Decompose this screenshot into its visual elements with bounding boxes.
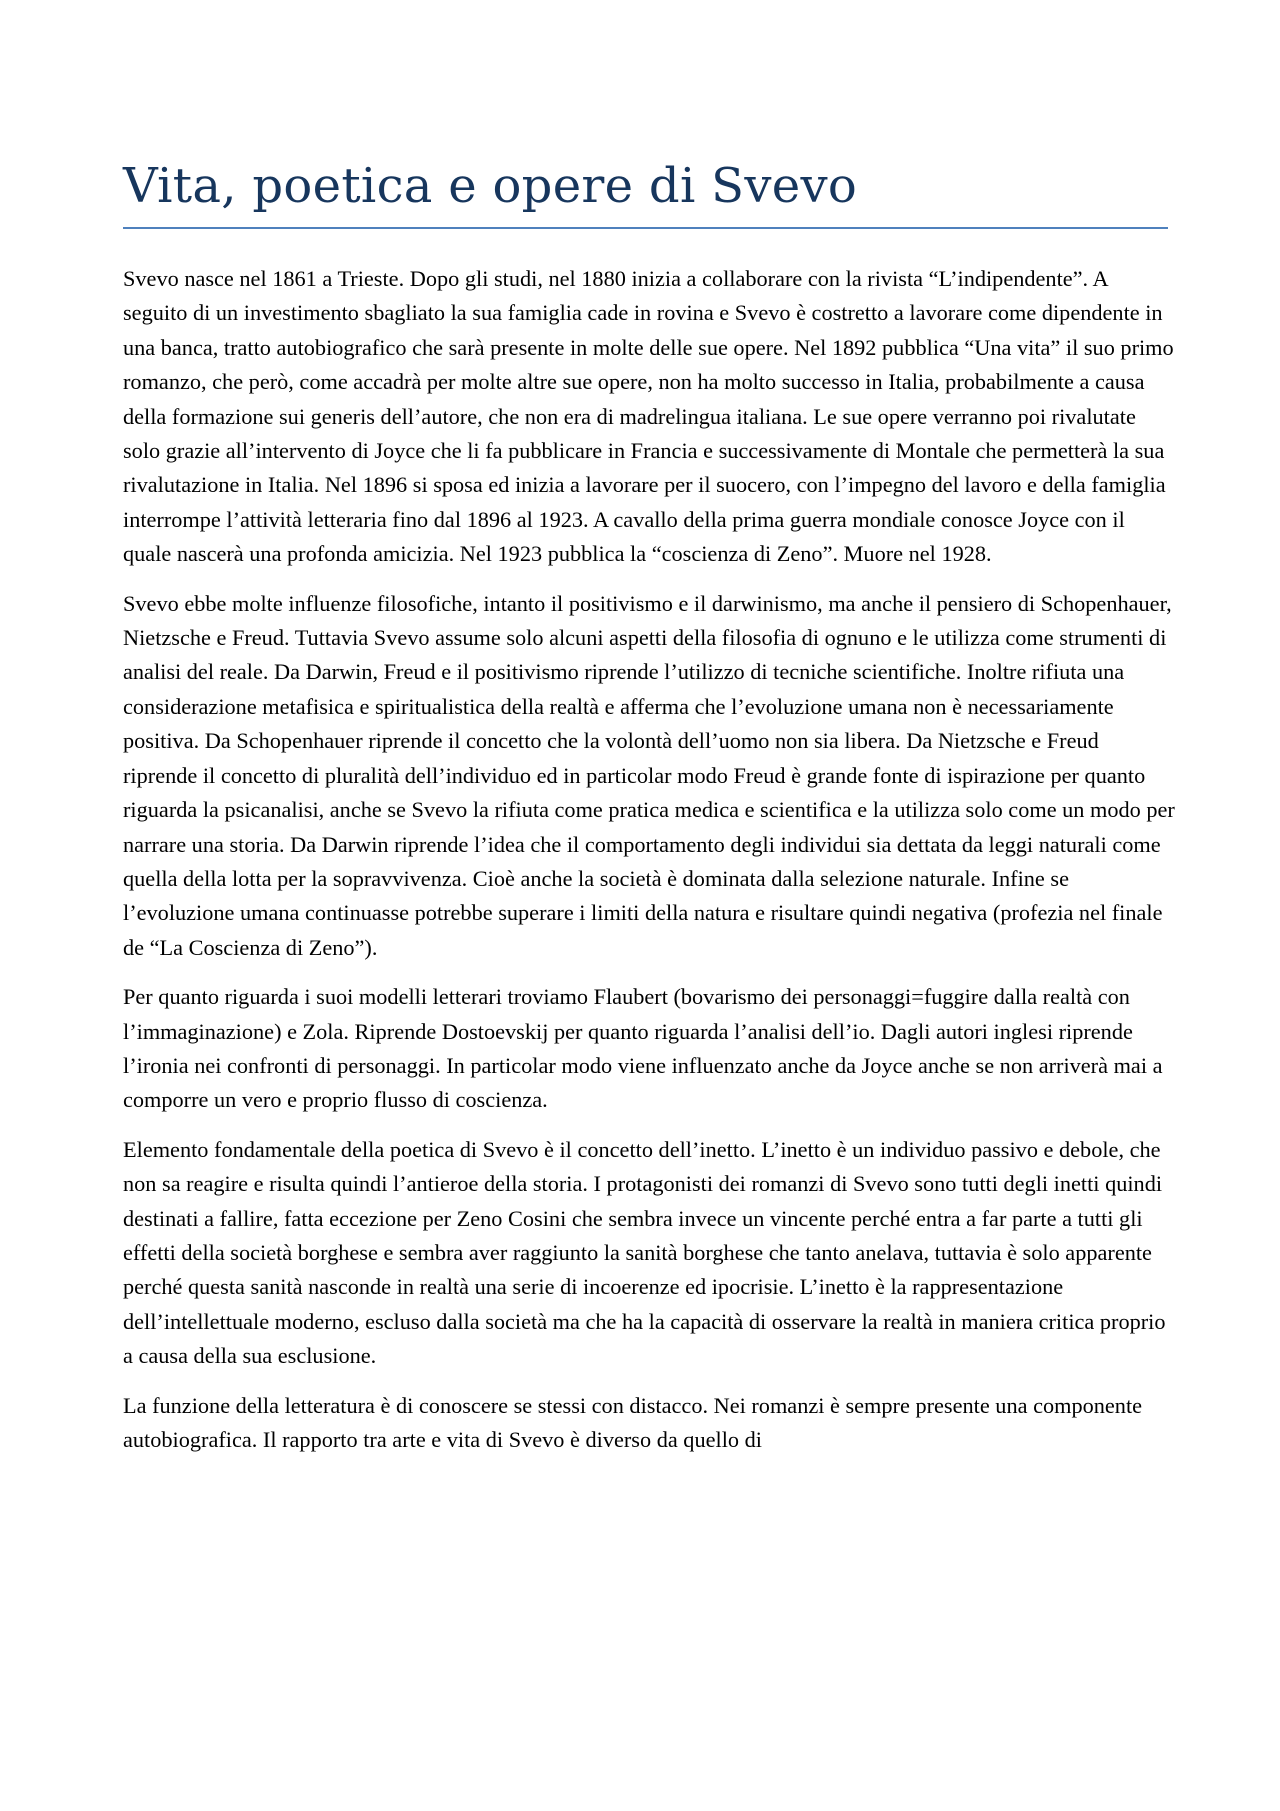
- paragraph-philosophical-influences: Svevo ebbe molte influenze filosofiche, intanto il positivismo e il darwinismo, ma anche il pensiero di Schopenhauer, Nietzsche e Freud. Tuttavia Svevo assume solo alcuni aspetti della filosofia di ognuno e le utilizza come strumenti di analisi del reale. Da Darwin, Freud e il positivismo riprende l’utilizzo di tecniche scientifiche. Inoltre rifiuta una considerazione metafisica e spiritualistica della realtà e afferma che l’evoluzione umana non è necessariamente positiva. Da Schopenhauer riprende il concetto che la volontà dell’uomo non sia libera. Da Nietzsche e Freud riprende il concetto di pluralità dell’individuo ed in particolar modo Freud è grande fonte di ispirazione per quanto riguarda la psicanalisi, anche se Svevo la rifiuta come pratica medica e scientifica e la utilizza solo come un modo per narrare una storia. Da Darwin riprende l’idea che il comportamento degli individui sia dettata da leggi naturali come quella della lotta per la sopravvivenza. Cioè anche la società è dominata dalla selezione naturale. Infine se l’evoluzione umana continuasse potrebbe superare i limiti della natura e risultare quindi negativa (profezia nel finale de “La Coscienza di Zeno”).: [123, 590, 1175, 960]
- page-title: Vita, poetica e opere di Svevo: [123, 158, 858, 214]
- paragraph-literary-models: Per quanto riguarda i suoi modelli letterari troviamo Flaubert (bovarismo dei personaggi=fuggire dalla realtà con l’immaginazione) e Zola. Riprende Dostoevskij per quanto riguarda l’analisi dell’io. Dagli autori inglesi riprende l’ironia nei confronti di personaggi. In particolar modo viene influenzato anche da Joyce anche se non arriverà mai a comporre un vero e proprio flusso di coscienza.: [123, 984, 1163, 1113]
- document-body: [123, 262, 1175, 1472]
- paragraph-inetto-concept: Elemento fondamentale della poetica di Svevo è il concetto dell’inetto. L’inetto è un individuo passivo e debole, che non sa reagire e risulta quindi l’antieroe della storia. I protagonisti dei romanzi di Svevo sono tutti degli inetti quindi destinati a fallire, fatta eccezione per Zeno Cosini che sembra invece un vincente perché entra a far parte a tutti gli effetti della società borghese e sembra aver raggiunto la sanità borghese che tanto anelava, tuttavia è solo apparente perché questa sanità nasconde in realtà una serie di incoerenze ed ipocrisie. L’inetto è la rappresentazione dell’intellettuale moderno, escluso dalla società ma che ha la capacità di osservare la realtà in maniera critica proprio a causa della sua esclusione.: [123, 1136, 1166, 1369]
- paragraph-biography: Svevo nasce nel 1861 a Trieste. Dopo gli studi, nel 1880 inizia a collaborare con la rivista “L’indipendente”. A seguito di un investimento sbagliato la sua famiglia cade in rovina e Svevo è costretto a lavorare come dipendente in una banca, tratto autobiografico che sarà presente in molte delle sue opere. Nel 1892 pubblica “Una vita” il suo primo romanzo, che però, come accadrà per molte altre sue opere, non ha molto successo in Italia, probabilmente a causa della formazione sui generis dell’autore, che non era di madrelingua italiana. Le sue opere verranno poi rivalutate solo grazie all’intervento di Joyce che li fa pubblicare in Francia e successivamente di Montale che permetterà la sua rivalutazione in Italia. Nel 1896 si sposa ed inizia a lavorare per il suocero, con l’impegno del lavoro e della famiglia interrompe l’attività letteraria fino dal 1896 al 1923. A cavallo della prima guerra mondiale conosce Joyce con il quale nascerà una profonda amicizia. Nel 1923 pubblica la “coscienza di Zeno”. Muore nel 1928.: [123, 266, 1174, 567]
- title-underline-rule: [123, 227, 1168, 229]
- paragraph-literature-function: La funzione della letteratura è di conoscere se stessi con distacco. Nei romanzi è sempre presente una componente autobiografica. Il rapporto tra arte e vita di Svevo è diverso da quello di: [123, 1392, 1143, 1452]
